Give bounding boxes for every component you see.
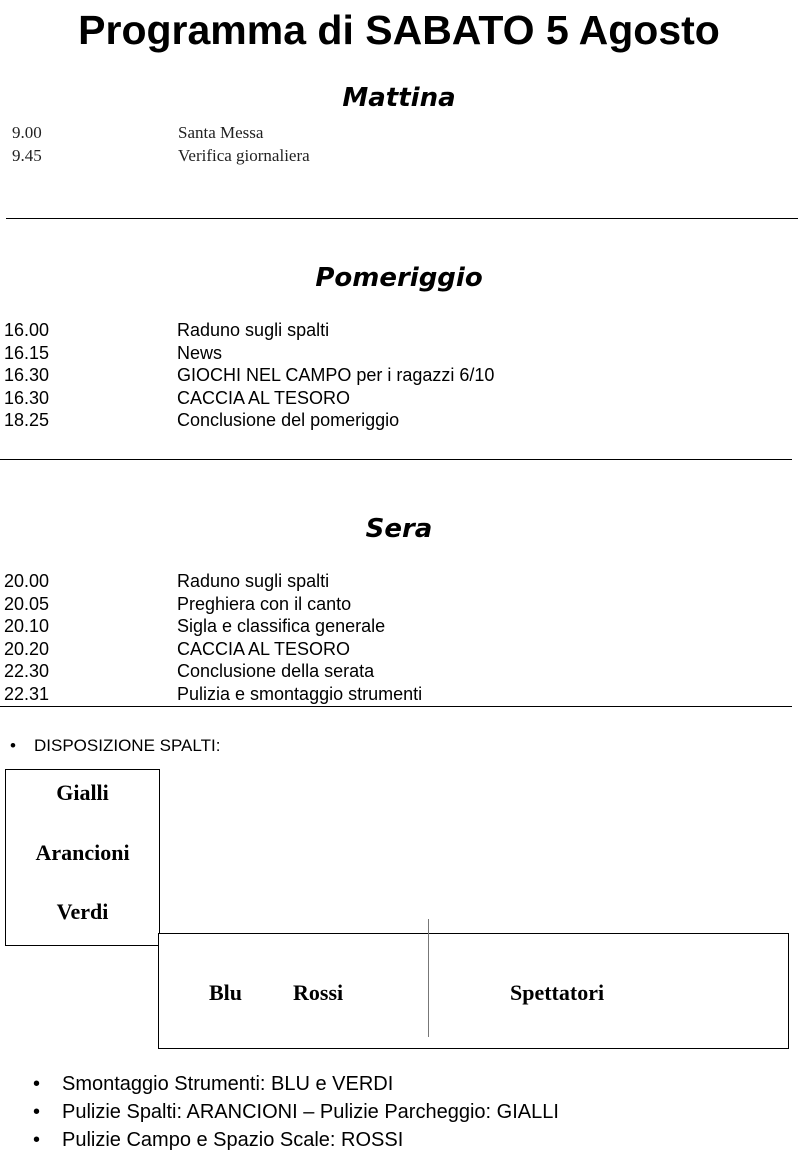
schedule-activity: Santa Messa: [178, 123, 264, 142]
schedule-row: [0, 144, 798, 167]
bullet-icon: •: [33, 1073, 41, 1095]
team-arancioni: Arancioni: [35, 840, 130, 865]
schedule-activity: Sigla e classifica generale: [177, 616, 386, 636]
schedule-row: [0, 615, 798, 638]
schedule-time: 22.30: [4, 661, 50, 681]
team-gialli: Gialli: [56, 780, 109, 805]
schedule-activity: News: [177, 342, 223, 363]
team-verdi: Verdi: [56, 899, 109, 924]
bullet-icon: •: [33, 1129, 41, 1151]
stand-divider: [428, 919, 429, 1037]
bullet-icon: •: [33, 1101, 41, 1123]
schedule-time: 20.05: [4, 593, 50, 614]
schedule-time: 22.31: [4, 683, 50, 704]
section-heading-sera: Sera: [365, 514, 433, 544]
schedule-activity: Pulizia e smontaggio strumenti: [177, 683, 423, 704]
schedule-row: [0, 364, 798, 387]
team-rossi: Rossi: [293, 980, 344, 1005]
note-text: Pulizie Spalti: ARANCIONI – Pulizie Parcheggio: GIALLI: [62, 1101, 559, 1123]
bullet-icon: •: [10, 736, 16, 755]
schedule-row: [0, 593, 798, 616]
section-divider: [0, 459, 792, 460]
schedule-time: 16.30: [4, 365, 50, 385]
schedule-time: 16.00: [4, 320, 50, 340]
spettatori-label: Spettatori: [510, 980, 605, 1005]
team-blu: Blu: [209, 980, 243, 1005]
note-text: Pulizie Campo e Spazio Scale: ROSSI: [62, 1129, 404, 1151]
schedule-time: 20.20: [4, 638, 50, 659]
schedule-activity: Raduno sugli spalti: [177, 571, 330, 591]
schedule-row: [0, 660, 798, 683]
schedule-row: [0, 319, 798, 342]
schedule-time: 20.00: [4, 571, 50, 591]
section-divider: [6, 218, 798, 219]
schedule-activity: Conclusione del pomeriggio: [177, 410, 400, 430]
note-item: [33, 1127, 773, 1153]
page-title: Programma di SABATO 5 Agosto: [78, 7, 720, 53]
schedule-time: 20.10: [4, 616, 50, 636]
schedule-row: [0, 570, 798, 593]
schedule-time: 16.30: [4, 387, 50, 408]
seating-heading-label: DISPOSIZIONE SPALTI:: [34, 736, 221, 755]
schedule-row: [0, 342, 798, 365]
schedule-activity: Raduno sugli spalti: [177, 320, 330, 340]
note-item: [33, 1099, 773, 1125]
schedule-time: 9.45: [12, 146, 42, 165]
schedule-activity: Verifica giornaliera: [178, 146, 310, 165]
note-item: [33, 1071, 773, 1097]
bottom-stand-box: [158, 933, 789, 1049]
sera-schedule: [0, 570, 798, 705]
schedule-row: [0, 409, 798, 432]
schedule-row: [0, 683, 798, 706]
section-heading-mattina: Mattina: [342, 83, 456, 113]
schedule-activity: CACCIA AL TESORO: [177, 638, 351, 659]
schedule-row: [0, 638, 798, 661]
schedule-time: 16.15: [4, 342, 50, 363]
schedule-activity: Preghiera con il canto: [177, 593, 352, 614]
schedule-time: 18.25: [4, 410, 50, 430]
schedule-row: [0, 121, 798, 144]
pomeriggio-schedule: [0, 319, 798, 432]
schedule-row: [0, 387, 798, 410]
schedule-activity: CACCIA AL TESORO: [177, 387, 351, 408]
seating-heading: [10, 735, 410, 757]
schedule-activity: GIOCHI NEL CAMPO per i ragazzi 6/10: [177, 365, 495, 385]
mattina-schedule: [0, 121, 798, 167]
schedule-activity: Conclusione della serata: [177, 661, 375, 681]
note-text: Smontaggio Strumenti: BLU e VERDI: [62, 1073, 394, 1095]
schedule-time: 9.00: [12, 123, 42, 142]
section-heading-pomeriggio: Pomeriggio: [315, 263, 483, 293]
section-divider: [0, 706, 792, 707]
